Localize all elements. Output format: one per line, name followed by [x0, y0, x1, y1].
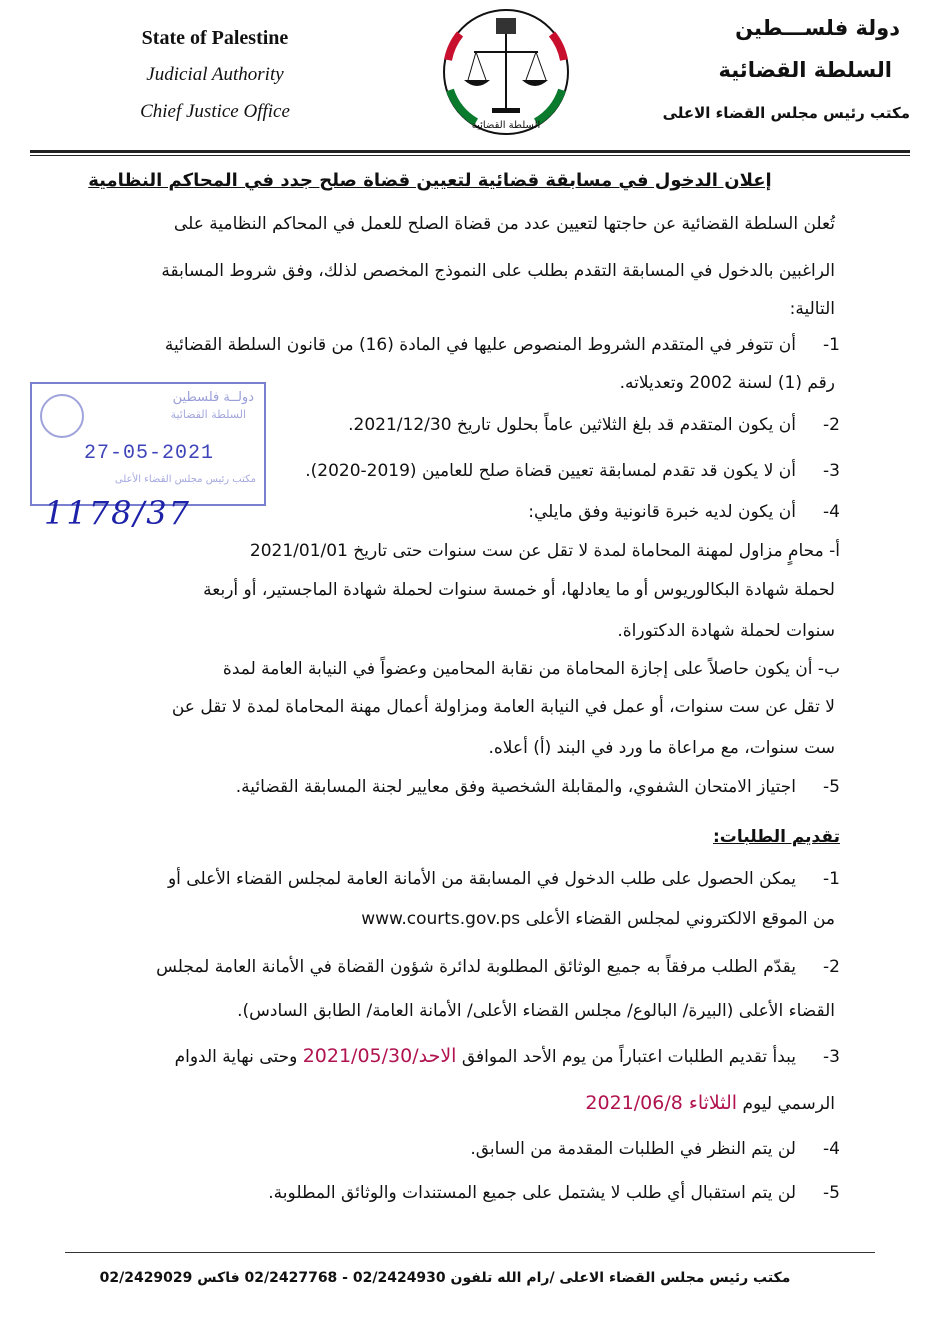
application-item-1	[168, 868, 840, 890]
application-number: 4-	[823, 1139, 840, 1159]
application-text: يقدّم الطلب مرفقاً به جميع الوثائق المطلوبة لدائرة شؤون القضاة في الأمانة العامة لمجلس	[156, 957, 796, 977]
condition-4b-line-3	[489, 737, 836, 759]
condition-4a-line-2	[203, 579, 835, 601]
condition-4a	[250, 540, 840, 562]
stamp-date: 27-05-2021	[84, 442, 215, 465]
condition-text: ست سنوات، مع مراعاة ما ورد في البند (أ) أعلاه.	[488, 738, 835, 758]
condition-text: أ- محامٍ مزاول لمهنة المحاماة لمدة لا تقل عن ست سنوات حتى تاريخ 2021/01/01	[249, 541, 840, 561]
intro-paragraph-line-3	[100, 298, 835, 320]
application-number: 5-	[823, 1183, 840, 1203]
application-item-1-continued	[361, 908, 835, 930]
application-text: لن يتم النظر في الطلبات المقدمة من السابق.	[470, 1139, 796, 1159]
announcement-title: إعلان الدخول في مسابقة قضائية لتعيين قضاة صلح جدد في المحاكم النظامية	[88, 170, 772, 191]
arabic-judicial-authority: السلطة القضائية	[718, 58, 892, 82]
judicial-emblem-logo	[436, 0, 576, 140]
condition-text: أن يكون لديه خبرة قانونية وفق مايلي:	[528, 502, 796, 522]
handwritten-reference-number: 1178/37	[44, 494, 191, 532]
application-text: من الموقع الالكتروني لمجلس القضاء الأعلى www.courts.gov.ps	[361, 909, 835, 929]
condition-text: ب- أن يكون حاصلاً على إجازة المحاماة من نقابة المحامين وعضواً في النيابة العامة لمدة	[222, 659, 840, 679]
intro-paragraph-line-2	[100, 260, 835, 282]
application-item-5	[268, 1182, 840, 1204]
condition-text: سنوات لحملة شهادة الدكتوراة.	[617, 621, 835, 641]
condition-text: اجتياز الامتحان الشفوي، والمقابلة الشخصية وفق معايير لجنة المسابقة القضائية.	[235, 777, 796, 797]
application-text: القضاء الأعلى (البيرة/ البالوع/ مجلس القضاء الأعلى/ الأمانة العامة/ الطابق السادس).	[237, 1001, 835, 1021]
stamp-office-text: مكتب رئيس مجلس القضاء الأعلى	[114, 474, 256, 485]
application-text: وحتى نهاية الدوام	[174, 1047, 303, 1067]
application-item-3-continued	[585, 1092, 835, 1115]
condition-text: أن تتوفر في المتقدم الشروط المنصوص عليها في المادة (16) من قانون السلطة القضائية	[164, 335, 796, 355]
stamp-seal-icon	[40, 394, 84, 438]
condition-item-2	[348, 414, 840, 436]
application-item-4	[470, 1138, 840, 1160]
intro-paragraph	[100, 213, 835, 235]
header-divider-thin	[30, 155, 910, 156]
application-number: 1-	[823, 869, 840, 889]
stamp-state-text: دولــة فلسطين	[172, 390, 254, 405]
condition-4b	[223, 658, 840, 680]
condition-text: أن لا يكون قد تقدم لمسابقة تعيين قضاة صلح للعامين (2019-2020).	[305, 461, 796, 481]
header-divider-thick	[30, 150, 910, 153]
arabic-chief-justice-office: مكتب رئيس مجلس القضاء الاعلى	[662, 104, 910, 122]
condition-item-3	[305, 460, 840, 482]
application-text: يمكن الحصول على طلب الدخول في المسابقة من الأمانة العامة لمجلس القضاء الأعلى أو	[167, 869, 796, 889]
condition-4b-line-2	[172, 696, 835, 718]
english-judicial-authority: Judicial Authority	[146, 64, 284, 85]
applications-heading: تقديم الطلبات:	[713, 827, 840, 847]
application-item-2	[156, 956, 840, 978]
condition-text: رقم (1) لسنة 2002 وتعديلاته.	[619, 373, 835, 393]
stamp-authority-text: السلطة القضائية	[170, 408, 246, 421]
condition-number: 4-	[823, 502, 840, 522]
arabic-state-name: دولة فلســـطين	[735, 16, 900, 40]
condition-item-1	[100, 334, 840, 356]
english-chief-justice-office: Chief Justice Office	[140, 101, 290, 122]
intro-line: الراغبين بالدخول في المسابقة التقدم بطلب على النموذج المخصص لذلك، وفق شروط المسابقة	[161, 261, 835, 281]
condition-number: 3-	[823, 461, 840, 481]
condition-text: لا تقل عن ست سنوات، أو عمل في النيابة العامة ومزاولة أعمال مهنة المحاماة لمدة لا تقل عن	[171, 697, 835, 717]
application-text: لن يتم استقبال أي طلب لا يشتمل على جميع المستندات والوثائق المطلوبة.	[268, 1183, 796, 1203]
condition-number: 2-	[823, 415, 840, 435]
application-start-date: الاحد/2021/05/30	[302, 1045, 457, 1067]
english-state-name: State of Palestine	[141, 27, 289, 49]
condition-item-1-continued	[620, 372, 835, 394]
condition-item-4	[528, 501, 840, 523]
condition-item-5	[236, 776, 840, 798]
condition-number: 5-	[823, 777, 840, 797]
condition-4a-line-3	[617, 620, 835, 642]
condition-number: 1-	[823, 335, 840, 355]
condition-text: لحملة شهادة البكالوريوس أو ما يعادلها، أو خمسة سنوات لحملة شهادة الماجستير، أو أربعة	[203, 580, 835, 600]
footer-divider	[65, 1252, 875, 1253]
application-item-3	[175, 1045, 840, 1068]
intro-line: التالية:	[789, 299, 835, 319]
emblem-caption: السلطة القضائية	[471, 120, 541, 131]
application-text: يبدأ تقديم الطلبات اعتباراً من يوم الأحد الموافق	[456, 1047, 796, 1067]
intro-line: تُعلن السلطة القضائية عن حاجتها لتعيين عدد من قضاة الصلح للعمل في المحاكم النظامية على	[173, 214, 835, 234]
footer-contact: مكتب رئيس مجلس القضاء الاعلى /رام الله تلفون 02/2424930 - 02/2427768 فاكس 02/2429029	[99, 1270, 791, 1286]
application-item-2-continued	[237, 1000, 835, 1022]
condition-text: أن يكون المتقدم قد بلغ الثلاثين عاماً بحلول تاريخ 2021/12/30.	[348, 415, 796, 435]
application-end-date: الثلاثاء 2021/06/8	[585, 1092, 738, 1114]
application-number: 2-	[823, 957, 840, 977]
application-number: 3-	[823, 1047, 840, 1067]
received-stamp	[30, 382, 266, 506]
application-text: الرسمي ليوم	[737, 1094, 835, 1114]
